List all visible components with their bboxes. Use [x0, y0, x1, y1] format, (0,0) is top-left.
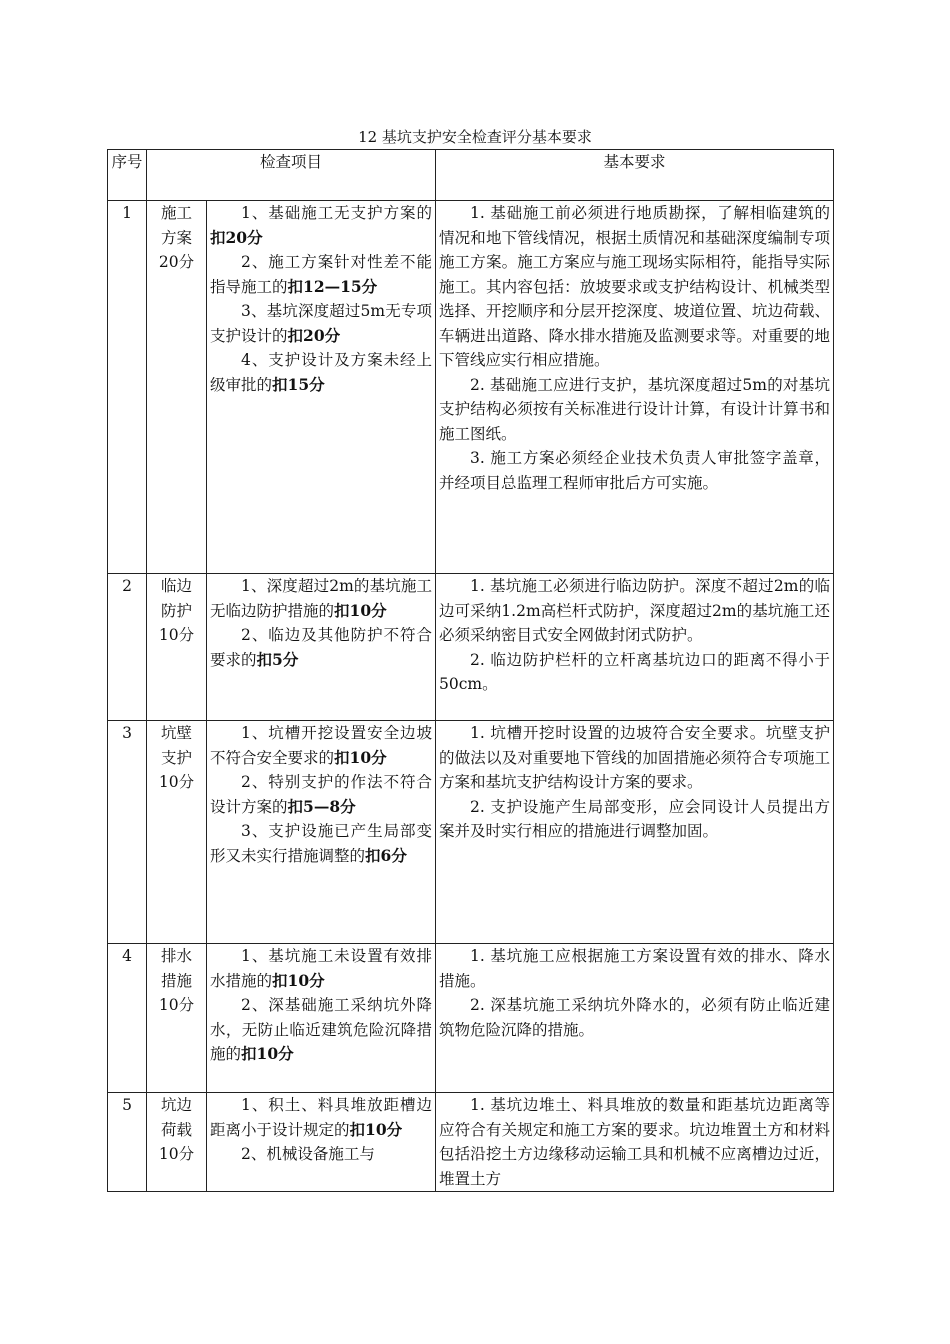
deduct-points: 5分	[272, 649, 299, 669]
requirement-paragraph: 1. 基础施工前必须进行地质勘探，了解相临建筑的情况和地下管线情况，根据土质情况和基础深度编制专项施工方案。施工方案应与施工现场实际相符，能指导实际施工。其内容包括：放坡要求或支护结构设计、机械类型选择、开挖顺序和分层开挖深度、坡道位置、坑边荷载、车辆进出道路、降水排水措施及监测要求等。对重要的地下管线应实行相应措施。	[439, 204, 831, 369]
deduct-keyword: 扣	[241, 1044, 257, 1063]
deduct-keyword: 扣	[272, 970, 288, 990]
deduction-item: 2、施工方案针对性差不能指导施工的扣12—15分	[210, 253, 433, 296]
deduction-items	[207, 574, 436, 721]
header-num: 序号	[108, 150, 147, 201]
requirement-paragraph: 1. 基坑边堆土、料具堆放的数量和距基坑边距离等应符合有关规定和施工方案的要求。坑边堆置土方和材料包括沿挖土方边缘移动运输工具和机械不应离槽边过近，堆置土方	[439, 1096, 831, 1188]
deduction-item: 1、坑槽开挖设置安全边坡不符合安全要求的扣10分	[210, 724, 433, 767]
check-item-name-line: 10分	[158, 773, 195, 791]
deduct-keyword: 扣	[256, 649, 273, 669]
deduct-points: 20分	[225, 227, 263, 247]
requirement-paragraph: 1. 坑槽开挖时设置的边坡符合安全要求。坑壁支护的做法以及对重要地下管线的加固措施必须符合专项施工方案和基坑支护结构设计方案的要求。	[439, 724, 831, 791]
table-row	[108, 574, 834, 721]
deduction-item: 2、特别支护的作法不符合设计方案的扣5—8分	[210, 773, 433, 816]
check-item-name	[147, 944, 207, 1093]
check-item-name-line: 10分	[158, 1145, 195, 1163]
deduction-item: 2、深基础施工采纳坑外降水，无防止临近建筑危险沉降措施的扣10分	[210, 996, 433, 1063]
requirement-paragraph: 1. 基坑施工必须进行临边防护。深度不超过2m的临边可采纳1.2m高栏杆式防护，深度超过2m的基坑施工还必须采纳密目式安全网做封闭式防护。	[439, 577, 831, 644]
deduct-keyword: 扣	[287, 796, 304, 816]
table-row	[108, 1093, 834, 1192]
check-item-name-line: 方案	[160, 228, 192, 247]
row-number: 3	[108, 721, 147, 944]
check-item-name-line: 临边	[160, 577, 192, 595]
basic-requirements	[436, 574, 834, 721]
row-number: 4	[108, 944, 147, 1093]
deduction-item: 2、机械设备施工与	[241, 1145, 375, 1163]
check-item-name-line: 施工	[160, 204, 192, 222]
deduct-points: 12—15分	[303, 276, 378, 296]
deduction-items	[207, 721, 436, 944]
deduct-points: 20分	[303, 325, 341, 345]
row-number: 2	[108, 574, 147, 721]
deduction-item: 3、基坑深度超过5m无专项支护设计的扣20分	[210, 302, 433, 345]
deduct-points: 10分	[365, 1119, 403, 1139]
check-item-name-line: 措施	[160, 971, 192, 990]
header-item: 检查项目	[147, 150, 436, 201]
deduct-points: 10分	[349, 747, 387, 767]
basic-requirements	[436, 201, 834, 574]
check-item-name-line: 10分	[158, 626, 195, 644]
deduct-points: 6分	[380, 845, 407, 865]
requirement-paragraph: 2. 基础施工应进行支护，基坑深度超过5m的对基坑支护结构必须按有关标准进行设计计算，有设计计算书和施工图纸。	[439, 375, 831, 443]
deduction-item: 4、支护设计及方案未经上级审批的扣15分	[210, 351, 433, 394]
deduct-keyword: 扣	[349, 1119, 366, 1139]
deduct-points: 15分	[287, 374, 325, 394]
deduct-keyword: 扣	[334, 600, 350, 620]
deduct-keyword: 扣	[334, 747, 350, 767]
table-row	[108, 201, 834, 574]
table-header-row	[108, 150, 834, 201]
header-req: 基本要求	[436, 150, 834, 201]
check-item-name	[147, 721, 207, 944]
deduct-keyword: 扣	[287, 276, 304, 296]
requirement-paragraph: 1. 基坑施工应根据施工方案设置有效的排水、降水措施。	[439, 947, 831, 990]
basic-requirements	[436, 1093, 834, 1192]
deduct-points: 10分	[349, 600, 387, 620]
check-item-name-line: 排水	[160, 947, 192, 965]
deduct-keyword: 扣	[287, 325, 304, 345]
check-item-name	[147, 1093, 207, 1192]
deduction-item: 1、基础施工无支护方案的扣20分	[210, 204, 433, 247]
deduction-item: 3、支护设施已产生局部变形又未实行措施调整的扣6分	[210, 822, 433, 865]
deduction-item: 1、深度超过2m的基坑施工无临边防护措施的扣10分	[210, 577, 433, 620]
table-row	[108, 721, 834, 944]
check-item-name-line: 防护	[160, 601, 192, 620]
deduct-keyword: 扣	[272, 374, 288, 394]
deduct-keyword: 扣	[365, 845, 381, 865]
check-item-name-line: 10分	[158, 996, 195, 1014]
check-item-name	[147, 574, 207, 721]
deduction-item: 1、积土、料具堆放距槽边距离小于设计规定的扣10分	[210, 1096, 433, 1139]
deduction-items	[207, 1093, 436, 1192]
deduction-items	[207, 201, 436, 574]
check-item-name-line: 20分	[158, 253, 195, 271]
basic-requirements	[436, 944, 834, 1093]
deduct-keyword: 扣	[210, 227, 226, 247]
deduct-points: 10分	[287, 970, 325, 990]
check-item-name-line: 支护	[160, 748, 192, 767]
table-row	[108, 944, 834, 1093]
requirement-paragraph: 3. 施工方案必须经企业技术负责人审批签字盖章，并经项目总监理工程师审批后方可实施。	[439, 449, 831, 492]
deduct-points: 5—8分	[303, 796, 356, 816]
deduction-item: 1、基坑施工未设置有效排水措施的扣10分	[210, 947, 433, 990]
basic-requirements	[436, 721, 834, 944]
check-item-name-line: 坑壁	[160, 724, 192, 742]
check-item-name-line: 荷载	[160, 1120, 192, 1139]
requirement-paragraph: 2. 临边防护栏杆的立杆离基坑边口的距离不得小于50cm。	[439, 650, 831, 693]
inspection-table	[107, 149, 834, 1192]
row-number: 5	[108, 1093, 147, 1192]
requirement-paragraph: 2. 深基坑施工采纳坑外降水的，必须有防止临近建筑物危险沉降的措施。	[439, 996, 831, 1039]
check-item-name	[147, 201, 207, 574]
page-title: 12 基坑支护安全检查评分基本要求	[358, 128, 592, 146]
requirement-paragraph: 2. 支护设施产生局部变形，应会同设计人员提出方案并及时实行相应的措施进行调整加固。	[439, 797, 831, 840]
deduction-item: 2、临边及其他防护不符合要求的扣5分	[210, 626, 433, 669]
deduct-points: 10分	[256, 1044, 294, 1063]
check-item-name-line: 坑边	[160, 1096, 192, 1114]
row-number: 1	[108, 201, 147, 574]
deduction-items	[207, 944, 436, 1093]
